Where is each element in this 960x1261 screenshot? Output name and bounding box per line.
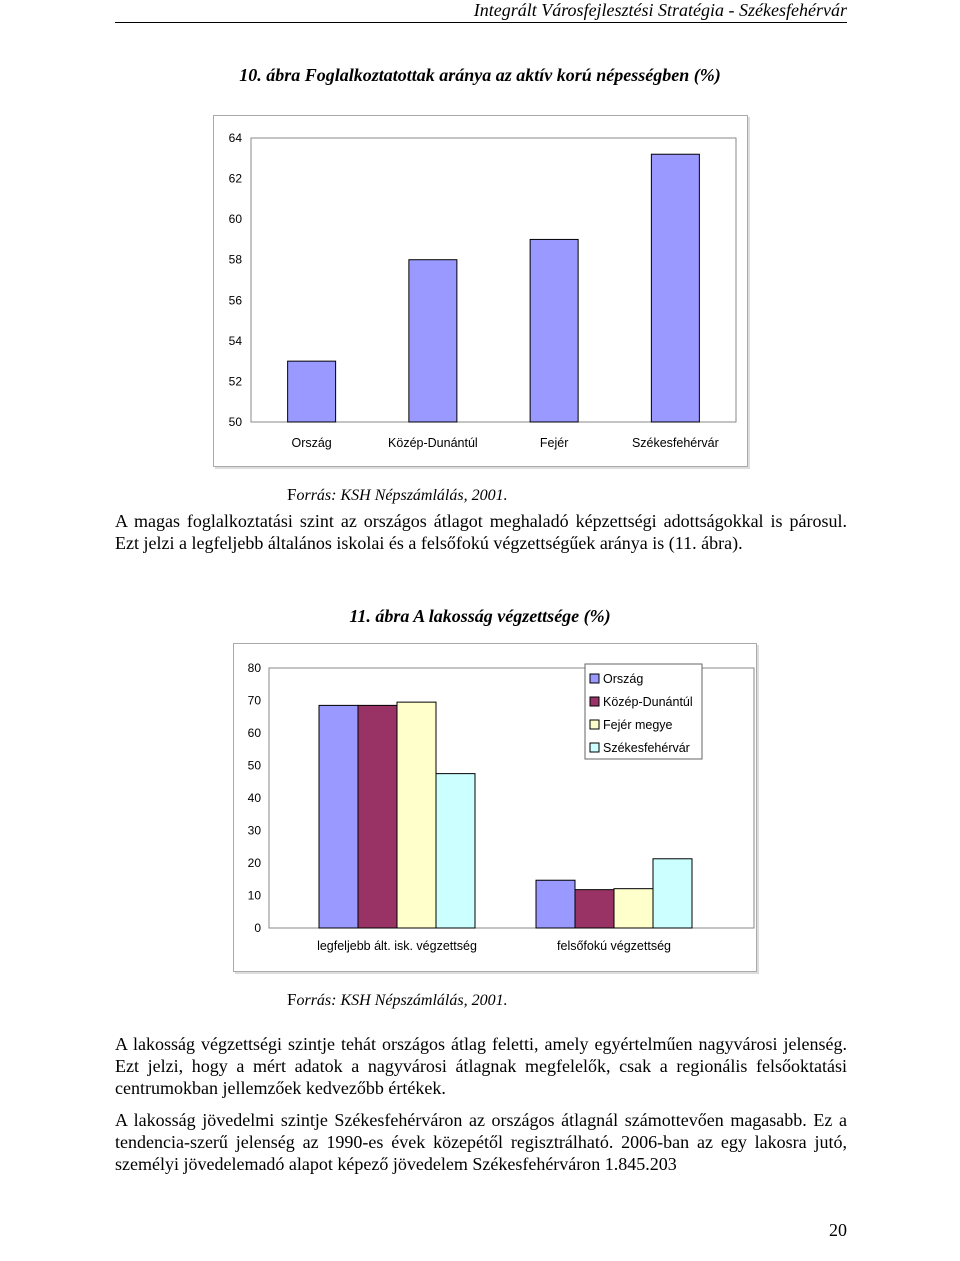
bar xyxy=(409,260,457,422)
chart-employment xyxy=(214,116,747,466)
y-tick-label: 70 xyxy=(247,693,261,708)
page-number: 20 xyxy=(829,1220,847,1240)
bar xyxy=(614,889,653,928)
paragraph-1: A magas foglalkoztatási szint az országos átlagot meghaladó képzettségi adottságokkal is párosul. Ezt jelzi a legfeljebb általános iskolai és a felsőfokú végzettségűek aránya is (11. ábra). xyxy=(115,511,847,553)
x-tick-label: Ország xyxy=(291,436,332,450)
bar xyxy=(536,880,575,928)
y-tick-label: 30 xyxy=(247,823,261,838)
y-tick-label: 80 xyxy=(247,661,261,675)
chart-employment-box xyxy=(213,115,748,467)
header-rule xyxy=(115,22,847,23)
bar xyxy=(651,154,699,422)
legend-swatch xyxy=(590,720,599,729)
bar xyxy=(530,239,578,422)
y-tick-label: 50 xyxy=(247,758,261,773)
y-tick-label: 10 xyxy=(247,888,261,903)
y-tick-label: 58 xyxy=(228,252,242,267)
bar xyxy=(319,705,358,928)
legend-label: Közép-Dunántúl xyxy=(603,695,693,709)
legend-swatch xyxy=(590,674,599,683)
y-tick-label: 56 xyxy=(228,293,242,308)
bar xyxy=(397,702,436,928)
x-tick-label: Székesfehérvár xyxy=(631,436,719,450)
figure-11-title: 11. ábra A lakosság végzettsége (%) xyxy=(349,606,611,626)
x-tick-label: Közép-Dunántúl xyxy=(388,436,478,450)
paragraph-3: A lakosság jövedelmi szintje Székesfehérváron az országos átlagnál számottevően magasabb. Ez a tendencia-szerű jelenség az 1990-es évek közepétől regisztrálható. 2006-ban az egy lakosra jutó, személyi jövedelemadó alapot képező jövedelem Székesfehérváron 1.845.203 xyxy=(115,1110,847,1174)
running-header: Integrált Városfejlesztési Stratégia - Székesfehérvár xyxy=(473,0,847,20)
bar xyxy=(575,890,614,928)
x-tick-label: felsőfokú végzettség xyxy=(557,939,671,953)
x-tick-label: legfeljebb ált. isk. végzettség xyxy=(317,939,477,953)
y-tick-label: 20 xyxy=(247,856,261,870)
y-tick-label: 0 xyxy=(254,921,261,935)
bar xyxy=(653,859,692,928)
bar xyxy=(358,705,397,928)
figure-11-source: Forrás: KSH Népszámlálás, 2001. xyxy=(287,990,508,1009)
x-tick-label: Fejér xyxy=(539,436,569,450)
y-tick-label: 62 xyxy=(228,171,242,186)
legend-label: Fejér megye xyxy=(603,718,673,732)
chart-education xyxy=(234,644,756,971)
paragraph-2: A lakosság végzettségi szintje tehát országos átlag feletti, amely egyértelműen nagyvárosi jelenség. Ezt jelzi, hogy a mért adatok a nagyvárosi átlagnak megfelelők, csak a regionális felsőoktatási centrumokban jellemzőek kedvezőbb értékek. xyxy=(115,1034,847,1098)
legend-swatch xyxy=(590,743,599,752)
y-tick-label: 52 xyxy=(228,374,242,389)
figure-10-title: 10. ábra Foglalkoztatottak aránya az aktív korú népességben (%) xyxy=(239,65,721,85)
bar xyxy=(436,774,475,928)
y-tick-label: 50 xyxy=(228,415,242,429)
y-tick-label: 64 xyxy=(228,131,242,145)
figure-10-source: Forrás: KSH Népszámlálás, 2001. xyxy=(287,485,508,504)
legend-label: Ország xyxy=(603,672,644,686)
y-tick-label: 40 xyxy=(247,791,261,805)
y-tick-label: 54 xyxy=(228,333,242,348)
bar xyxy=(288,361,336,422)
y-tick-label: 60 xyxy=(247,726,261,740)
y-tick-label: 60 xyxy=(228,212,242,227)
chart-education-box xyxy=(233,643,757,972)
legend-swatch xyxy=(590,697,599,706)
legend-label: Székesfehérvár xyxy=(603,741,690,755)
